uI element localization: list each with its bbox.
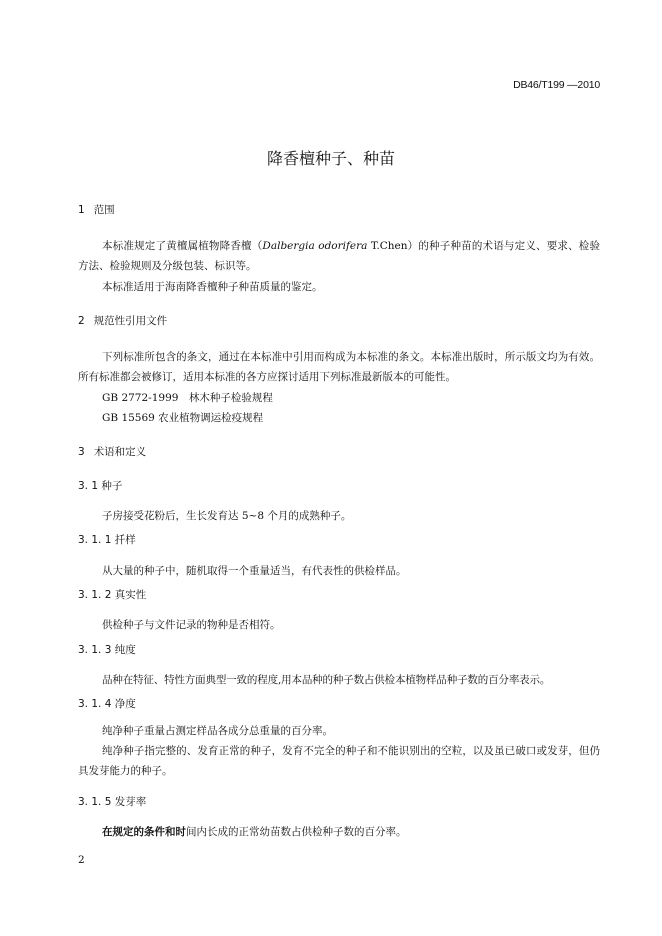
- section-3-heading: [78, 444, 146, 459]
- term-3-1-1-definition: 从大量的种子中，随机取得一个重量适当，有代表性的供检样品。: [102, 565, 407, 577]
- term-3-1-2-heading: [78, 587, 146, 602]
- section-title: 术语和定义: [93, 446, 147, 458]
- term-3-1-4-definition-1: 纯净种子重量占测定样品各成分总重量的百分率。: [102, 725, 333, 737]
- term-number: 3. 1. 3: [78, 644, 112, 656]
- section-number: 2: [78, 315, 85, 327]
- standard-code: DB46/T199 —2010: [513, 79, 600, 91]
- latin-name: Dalbergia odorifera: [262, 240, 368, 252]
- term-3-1-heading: [78, 478, 122, 493]
- section-1-paragraph-2: 本标准适用于海南降香檀种子种苗质量的鉴定。: [102, 281, 323, 293]
- section-2-heading: [78, 313, 167, 328]
- section-2-paragraph-1: 下列标准所包含的条文，通过在本标准中引用而构成为本标准的条文。本标准出版时，所示版文均为有效。所有标准都会被修订，适用本标准的各方应探讨适用下列标准最新版本的可能性。: [78, 351, 600, 383]
- term-number: 3. 1. 5: [78, 796, 112, 808]
- section-1-paragraph-1: [78, 236, 600, 276]
- term-3-1-1-heading: [78, 532, 136, 547]
- page-number: 2: [78, 854, 85, 866]
- term-number: 3. 1: [78, 480, 99, 492]
- document-title: 降香檀种子、种苗: [266, 149, 395, 168]
- reference-2: GB 15569 农业植物调运检疫规程: [102, 412, 264, 424]
- term-3-1-4-heading: [78, 696, 136, 711]
- term-number: 3. 1. 4: [78, 698, 112, 710]
- term-3-1-5-heading: [78, 794, 146, 809]
- term-title: 真实性: [114, 589, 147, 601]
- term-3-1-3-heading: [78, 642, 136, 657]
- term-3-1-5-definition: [102, 824, 407, 839]
- term-title: 发芽率: [114, 796, 147, 808]
- term-title: 纯度: [114, 644, 136, 656]
- term-3-1-2-definition: 供检种子与文件记录的物种是否相符。: [102, 619, 281, 631]
- term-3-1-3-definition: 品种在特征、特性方面典型一致的程度,用本品种的种子数占供检本植物样品种子数的百分率表示。: [102, 674, 551, 686]
- reference-1: GB 2772-1999 林木种子检验规程: [102, 392, 273, 404]
- section-number: 1: [78, 204, 85, 216]
- text-run: 间内长成的正常幼苗数占供检种子数的百分率。: [186, 826, 407, 838]
- term-title: 种子: [101, 480, 123, 492]
- term-title: 扦样: [114, 534, 136, 546]
- section-title: 规范性引用文件: [93, 315, 168, 327]
- text-run: 在规定的条件和时: [102, 826, 186, 838]
- term-3-1-4-definition-2: 纯净种子指完整的、发育正常的种子，发育不完全的种子和不能识别出的空粒，以及虽已破口或发芽，但仍具发芽能力的种子。: [78, 745, 600, 777]
- section-title: 范围: [93, 204, 115, 216]
- text-run: 本标准规定了黄檀属植物降香檀（: [102, 240, 263, 252]
- term-number: 3. 1. 1: [78, 534, 112, 546]
- section-number: 3: [78, 446, 85, 458]
- term-title: 净度: [114, 698, 136, 710]
- text-run: T.Chen）的种子种苗的术语与定义、要求、检验方法、检验规则及分级包装、标识等。: [78, 240, 600, 272]
- section-1-heading: [78, 202, 115, 217]
- term-3-1-definition: 子房接受花粉后，生长发育达 5~8 个月的成熟种子。: [102, 510, 352, 522]
- term-number: 3. 1. 2: [78, 589, 112, 601]
